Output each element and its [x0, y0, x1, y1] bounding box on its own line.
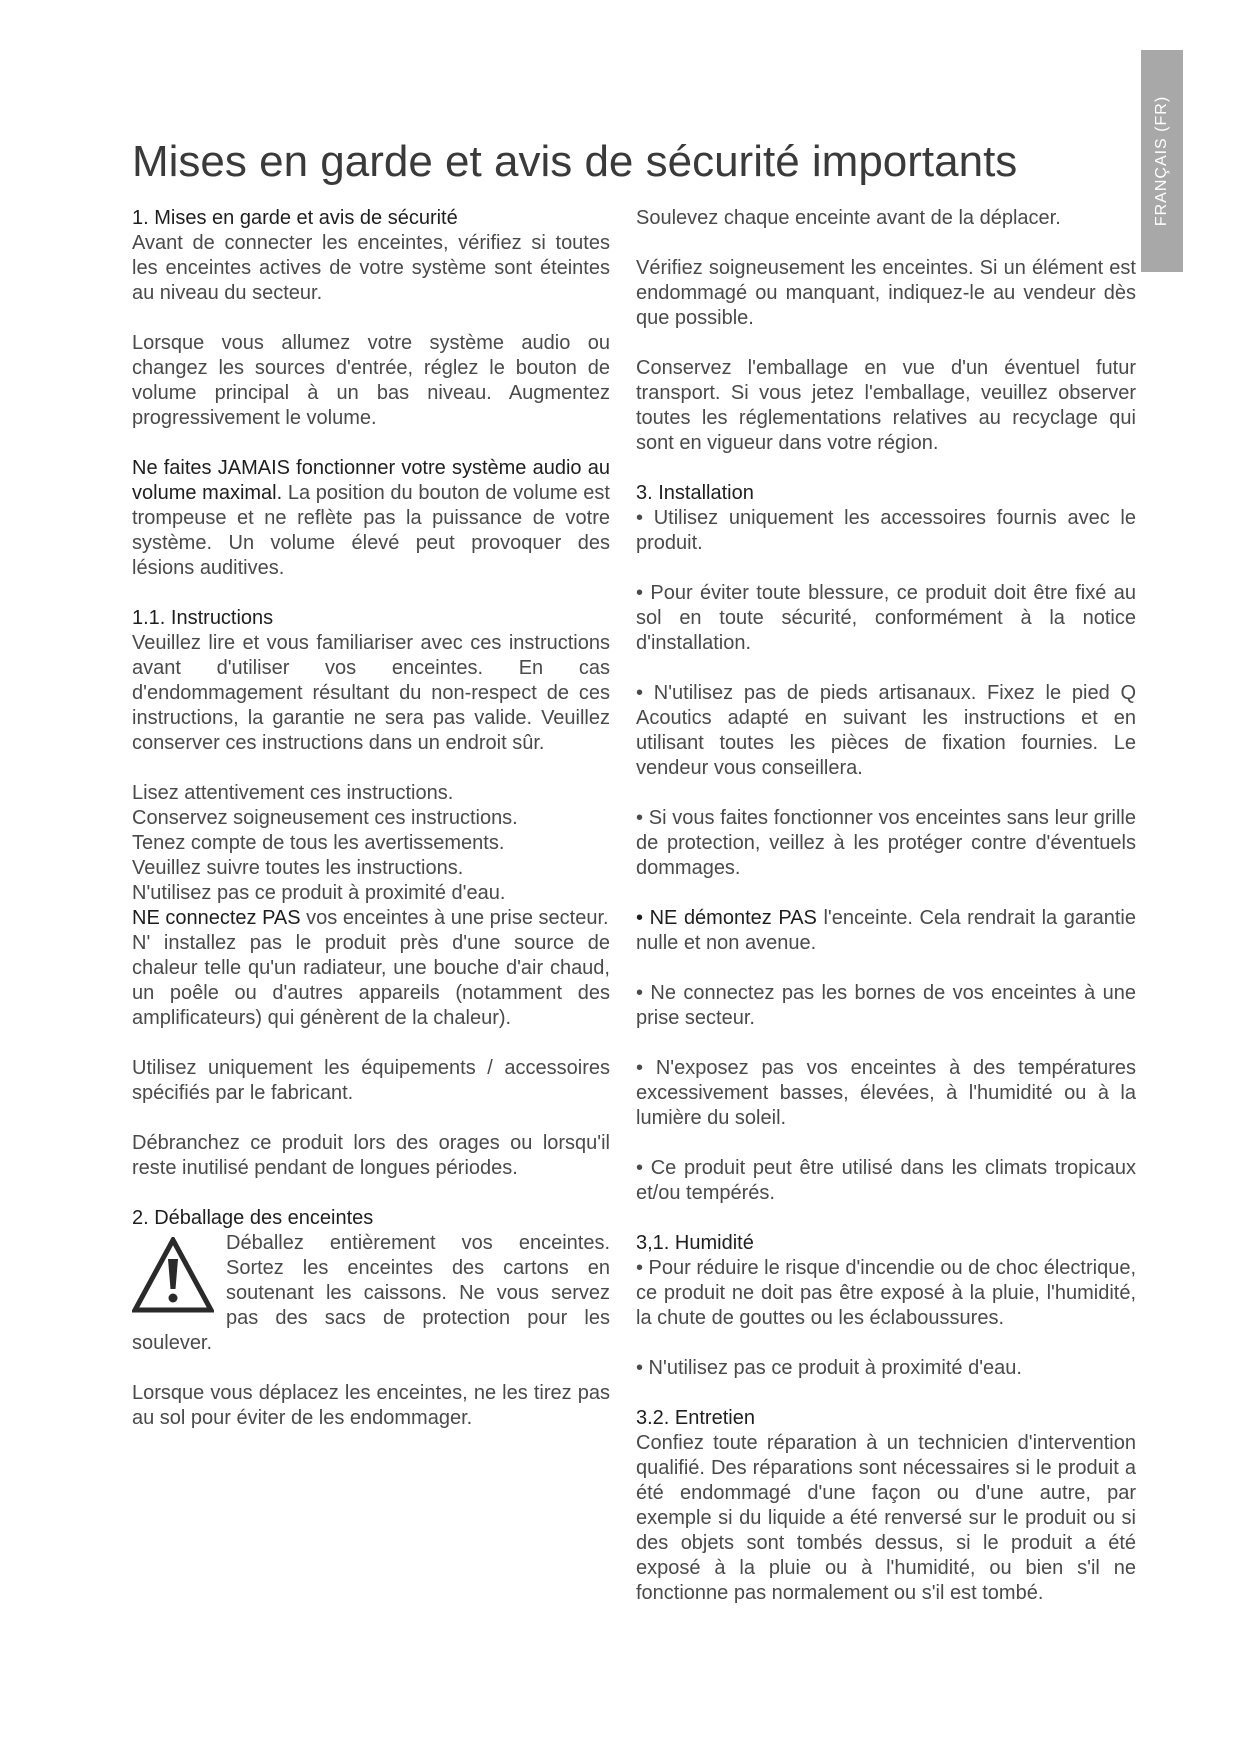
left-column	[132, 206, 610, 1456]
instructions-paragraph: Veuillez lire et vous familiariser avec ces instructions avant d'utiliser vos enceintes. En cas d'endommagement résultant du non-respect de ces instructions, la garantie ne sera pas valide. Veuillez conserver ces instructions dans un endroit sûr.	[132, 632, 610, 754]
unpacking-paragraph: Déballez entièrement vos enceintes. Sortez les enceintes des cartons en soutenant les caissons. Ne vous servez pas des sacs de protection pour les soulever.	[132, 1232, 610, 1354]
instruction-line: Lisez attentivement ces instructions.	[132, 782, 454, 804]
unplug-paragraph: Débranchez ce produit lors des orages ou lorsqu'il reste inutilisé pendant de longues périodes.	[132, 1132, 610, 1179]
section-2-heading: 2. Déballage des enceintes	[132, 1207, 374, 1229]
section-1-paragraph-2: Lorsque vous allumez votre système audio ou changez les sources d'entrée, réglez le bouton de volume principal à un bas niveau. Augmentez progressivement le volume.	[132, 332, 610, 429]
section-1-heading: 1. Mises en garde et avis de sécurité	[132, 207, 458, 229]
disassembly-warning-detail: l'enceinte. Cela rendrait la garantie nulle et non avenue.	[636, 907, 1136, 954]
instruction-line: Tenez compte de tous les avertissements.	[132, 832, 505, 854]
right-column	[636, 206, 1136, 1631]
mains-warning: NE connectez PAS	[132, 907, 301, 929]
section-1-1-heading: 1.1. Instructions	[132, 607, 274, 629]
installation-bullet: • N'utilisez pas de pieds artisanaux. Fixez le pied Q Acoutics adapté en suivant les instructions et en utilisant toutes les pièces de fixation fournies. Le vendeur vous conseillera.	[636, 682, 1136, 779]
section-3-heading: 3. Installation	[636, 482, 754, 504]
instruction-line: N'utilisez pas ce produit à proximité d'eau.	[132, 882, 506, 904]
instruction-line	[132, 906, 610, 931]
installation-bullet: • N'exposez pas vos enceintes à des températures excessivement basses, élevées, à l'humidité ou à la lumière du soleil.	[636, 1057, 1136, 1129]
installation-bullet: • Pour éviter toute blessure, ce produit doit être fixé au sol en toute sécurité, conformément à la notice d'installation.	[636, 582, 1136, 654]
accessories-paragraph: Utilisez uniquement les équipements / accessoires spécifiés par le fabricant.	[132, 1057, 610, 1104]
section-3-2-heading: 3.2. Entretien	[636, 1407, 755, 1429]
humidity-bullet: • Pour réduire le risque d'incendie ou de choc électrique, ce produit ne doit pas être exposé à la pluie, l'humidité, la chute de gouttes ou les éclaboussures.	[636, 1257, 1137, 1329]
packaging-paragraph: Conservez l'emballage en vue d'un éventuel futur transport. Si vous jetez l'emballage, veuillez observer toutes les réglementations relatives au recyclage qui sont en vigueur dans votre région.	[636, 357, 1136, 454]
maintenance-paragraph: Confiez toute réparation à un technicien d'intervention qualifié. Des réparations sont nécessaires si le produit a été endommagé d'une façon ou d'une autre, par exemple si du liquide a été renversé sur le produit ou si des objets sont tombés dessus, si le produit a été exposé à la pluie ou à l'humidité, ou bien s'il ne fonctionne pas normalement ou s'il est tombé.	[636, 1432, 1136, 1604]
language-tab-label: FRANÇAIS (FR)	[1153, 95, 1170, 227]
section-1-paragraph-1: Avant de connecter les enceintes, vérifiez si toutes les enceintes actives de votre système sont éteintes au niveau du secteur.	[132, 232, 610, 304]
installation-bullet: • Utilisez uniquement les accessoires fournis avec le produit.	[636, 507, 1136, 554]
page-title: Mises en garde et avis de sécurité importants	[132, 137, 1018, 186]
lift-paragraph: Soulevez chaque enceinte avant de la déplacer.	[636, 207, 1061, 229]
installation-bullet: • Ne connectez pas les bornes de vos enceintes à une prise secteur.	[636, 982, 1136, 1029]
unpacking-block	[132, 1231, 610, 1356]
humidity-bullet: • N'utilisez pas ce produit à proximité d'eau.	[636, 1357, 1022, 1379]
installation-bullet: • Ce produit peut être utilisé dans les climats tropicaux et/ou tempérés.	[636, 1157, 1136, 1204]
installation-bullet: • Si vous faites fonctionner vos enceintes sans leur grille de protection, veillez à les protéger contre d'éventuels dommages.	[636, 807, 1136, 879]
instruction-line: Conservez soigneusement ces instructions.	[132, 807, 518, 829]
section-3-1-heading: 3,1. Humidité	[636, 1232, 754, 1254]
disassembly-warning: • NE démontez PAS	[636, 907, 817, 929]
language-tab	[1141, 50, 1183, 272]
volume-warning-detail: La position du bouton de volume est trompeuse et ne reflète pas la puissance de votre système. Un volume élevé peut provoquer des lésions auditives.	[132, 482, 610, 579]
moving-paragraph: Lorsque vous déplacez les enceintes, ne les tirez pas au sol pour éviter de les endommager.	[132, 1382, 610, 1429]
section-1-paragraph-3	[132, 456, 610, 581]
instruction-line: N' installez pas le produit près d'une source de chaleur telle qu'un radiateur, une bouche d'air chaud, un poêle ou d'autres appareils (notamment des amplificateurs) qui génèrent de la chaleur).	[132, 932, 610, 1029]
volume-warning: Ne faites JAMAIS fonctionner votre système audio au volume maximal.	[132, 457, 610, 504]
check-paragraph: Vérifiez soigneusement les enceintes. Si un élément est endommagé ou manquant, indiquez-le au vendeur dès que possible.	[636, 257, 1136, 329]
installation-bullet	[636, 906, 1136, 956]
instruction-line: Veuillez suivre toutes les instructions.	[132, 857, 464, 879]
warning-triangle-icon	[132, 1237, 214, 1313]
mains-warning-detail: vos enceintes à une prise secteur.	[300, 907, 609, 929]
